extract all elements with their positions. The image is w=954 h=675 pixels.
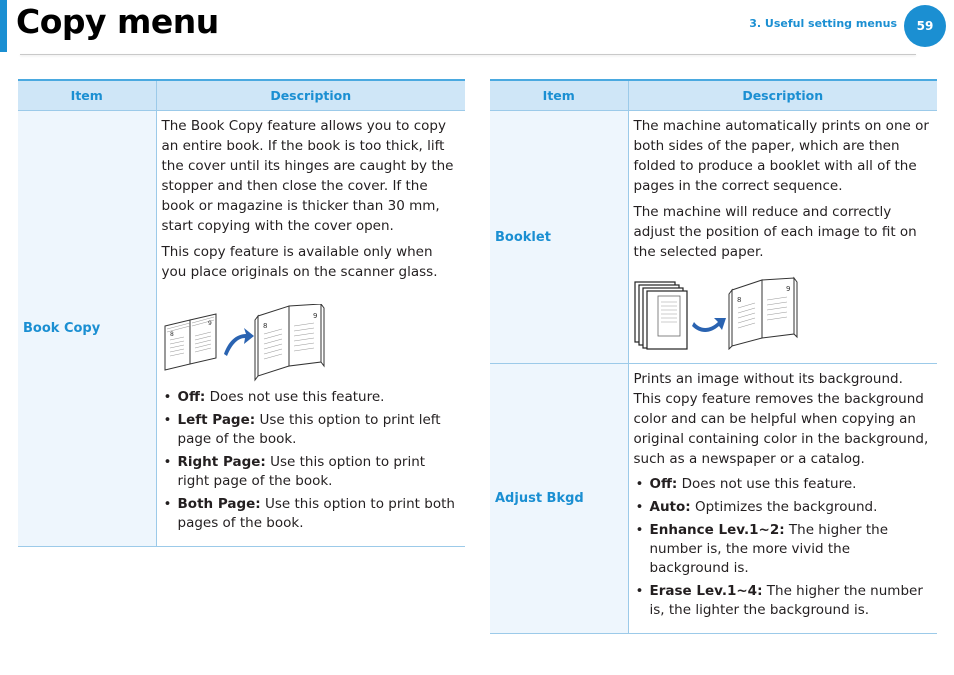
description-paragraph: Prints an image without its background. This copy feature removes the background color and can be helpful when copying an original containing color in the background, such as a newspaper or a catalog. <box>633 371 929 467</box>
arrow-icon <box>692 318 726 332</box>
list-item <box>162 388 461 407</box>
option-label: Off: <box>177 389 206 405</box>
table-header-row <box>490 80 937 111</box>
arrow-icon <box>224 328 254 356</box>
svg-text:9: 9 <box>207 320 212 327</box>
page-number-badge: 59 <box>904 5 946 47</box>
description-cell-adjust-bkgd <box>628 364 937 634</box>
option-text: The higher the number is, the lighter the background is. <box>649 583 923 618</box>
table-row-booklet <box>490 111 937 364</box>
list-item <box>162 453 461 491</box>
option-label: Left Page: <box>177 412 256 428</box>
item-cell-adjust-bkgd: Adjust Bkgd <box>490 364 628 634</box>
option-text: Does not use this feature. <box>677 476 857 492</box>
section-breadcrumb[interactable]: 3. Useful setting menus <box>749 17 897 30</box>
open-book-icon <box>165 314 216 370</box>
booklet-illustration <box>634 276 804 350</box>
option-label: Enhance Lev.1~2: <box>649 522 785 538</box>
list-item <box>634 498 933 517</box>
description-cell-book-copy <box>156 111 465 547</box>
description-paragraph: The machine automatically prints on one or both sides of the paper, which are then folded to produce a booklet with all of the pages in the correct sequence. <box>633 118 929 194</box>
table-row-adjust-bkgd <box>490 364 937 634</box>
open-book-icon <box>255 304 324 380</box>
table-header-row <box>18 80 465 111</box>
option-text: Does not use this feature. <box>205 389 385 405</box>
description-paragraph: This copy feature is available only when you place originals on the scanner glass. <box>161 244 438 280</box>
svg-text:9: 9 <box>312 312 317 320</box>
column-header-description: Description <box>156 80 465 111</box>
option-label: Off: <box>649 476 678 492</box>
svg-text:9: 9 <box>785 285 790 293</box>
open-book-icon <box>729 278 797 349</box>
option-list <box>634 475 933 620</box>
column-header-description: Description <box>628 80 937 111</box>
description-paragraph: The machine will reduce and correctly adjust the position of each image to fit on the selected paper. <box>633 204 917 260</box>
list-item <box>162 495 461 533</box>
svg-text:8: 8 <box>736 296 741 304</box>
list-item <box>634 521 933 578</box>
paper-stack-icon <box>635 282 687 349</box>
table-row-book-copy <box>18 111 465 547</box>
option-label: Auto: <box>649 499 691 515</box>
header-divider <box>20 54 916 55</box>
item-cell-booklet: Booklet <box>490 111 628 364</box>
right-settings-table <box>490 79 937 634</box>
page-title: Copy menu <box>16 2 219 41</box>
header-accent-bar <box>0 0 7 52</box>
option-text: Optimizes the background. <box>690 499 878 515</box>
option-label: Erase Lev.1~4: <box>649 583 763 599</box>
list-item <box>634 475 933 494</box>
option-text: Use this option to print left page of the book. <box>177 412 441 447</box>
column-header-item: Item <box>490 80 628 111</box>
svg-text:8: 8 <box>262 322 267 330</box>
option-label: Right Page: <box>177 454 266 470</box>
description-paragraph: The Book Copy feature allows you to copy an entire book. If the book is too thick, lift the cover until its hinges are caught by the stopper and then close the cover. If the book or magazine is thicker than 30 mm, start copying with the cover open. <box>161 118 454 234</box>
left-settings-table <box>18 79 465 547</box>
list-item <box>634 582 933 620</box>
option-list <box>162 388 461 533</box>
option-label: Both Page: <box>177 496 261 512</box>
option-text: Use this option to print right page of the book. <box>177 454 426 489</box>
svg-text:8: 8 <box>169 331 174 338</box>
description-cell-booklet <box>628 111 937 364</box>
item-cell-book-copy: Book Copy <box>18 111 156 547</box>
option-text: The higher the number is, the more vivid the background is. <box>649 522 889 576</box>
option-text: Use this option to print both pages of the book. <box>177 496 455 531</box>
book-copy-illustration <box>162 304 332 384</box>
list-item <box>162 411 461 449</box>
column-header-item: Item <box>18 80 156 111</box>
